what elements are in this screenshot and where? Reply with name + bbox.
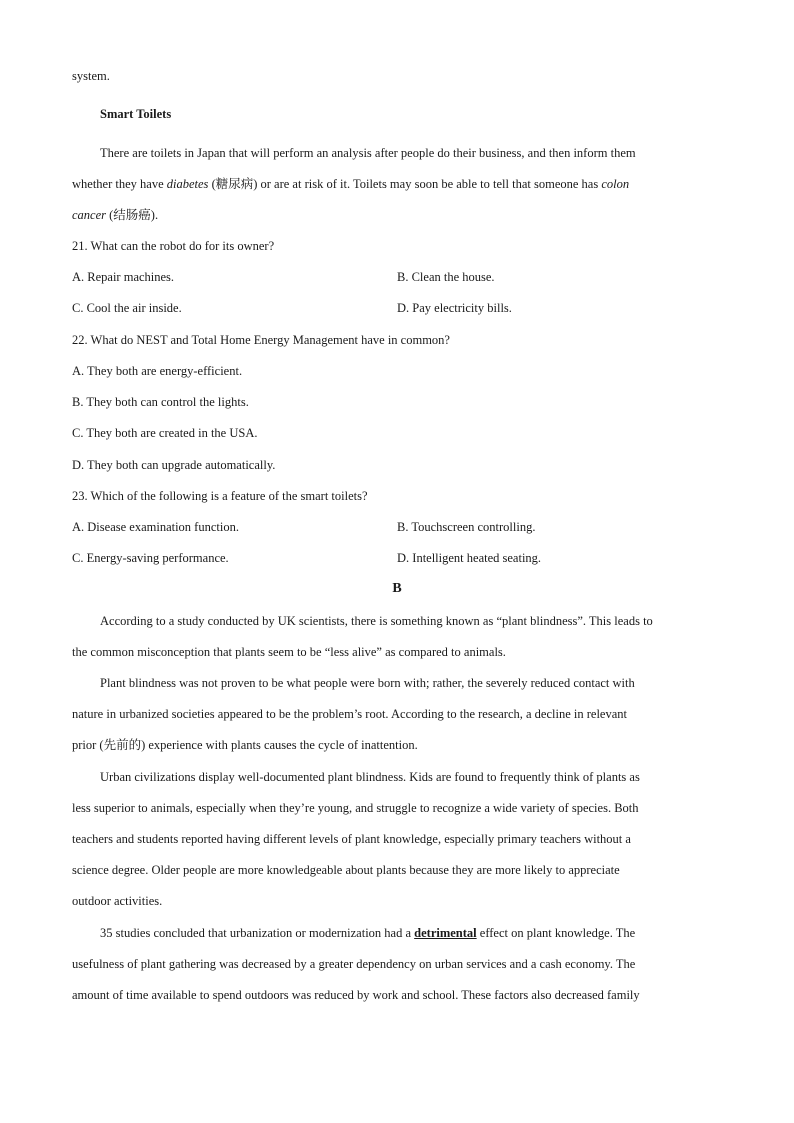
smart-toilets-line-1: There are toilets in Japan that will perform an analysis after people do their business, and then inform them: [100, 146, 636, 160]
continuation-text: system.: [72, 69, 110, 83]
passage-b-p2-line-3: prior (先前的) experience with plants causes the cycle of inattention.: [72, 738, 418, 752]
question-22-option-b: B. They both can control the lights.: [72, 395, 249, 409]
passage-b-p2-line-2: nature in urbanized societies appeared to be the problem’s root. According to the research, a decline in relevant: [72, 707, 627, 721]
question-21-option-a: A. Repair machines.: [72, 270, 175, 284]
question-23-option-d: D. Intelligent heated seating.: [397, 551, 542, 565]
passage-b-p3-line-3: teachers and students reported having different levels of plant knowledge, especially primary teachers without a: [72, 832, 631, 846]
passage-b-p3-line-1: Urban civilizations display well-documented plant blindness. Kids are found to frequently think of plants as: [100, 770, 640, 784]
cancer-term: cancer: [72, 208, 107, 222]
question-23-option-b: B. Touchscreen controlling.: [397, 520, 536, 534]
passage-b-p3-line-5: outdoor activities.: [72, 894, 163, 908]
colon-term: colon: [601, 177, 630, 191]
question-21-stem: 21. What can the robot do for its owner?: [72, 239, 275, 253]
question-23-option-c: C. Energy-saving performance.: [72, 551, 229, 565]
passage-b-p1-line-1: According to a study conducted by UK scientists, there is something known as “plant blindness”. This leads to: [100, 614, 653, 628]
question-23-option-a: A. Disease examination function.: [72, 520, 239, 534]
passage-b-p1-line-2: the common misconception that plants seem to be “less alive” as compared to animals.: [72, 645, 506, 659]
passage-b-p3-line-4: science degree. Older people are more knowledgeable about plants because they are more likely to appreciate: [72, 863, 620, 877]
passage-b-p4-line-3: amount of time available to spend outdoors was reduced by work and school. These factors also decreased family: [72, 988, 640, 1002]
question-22-stem: 22. What do NEST and Total Home Energy Management have in common?: [72, 333, 450, 347]
detrimental-underlined-word: detrimental: [414, 926, 477, 940]
question-21-option-d: D. Pay electricity bills.: [397, 301, 512, 315]
question-21-option-c: C. Cool the air inside.: [72, 301, 182, 315]
passage-b-p4-line-1: 35 studies concluded that urbanization or modernization had a detrimental effect on plant knowledge. The: [100, 926, 636, 940]
passage-b-p2-line-1: Plant blindness was not proven to be what people were born with; rather, the severely reduced contact with: [100, 676, 635, 690]
smart-toilets-heading: Smart Toilets: [100, 107, 172, 121]
smart-toilets-line-3: cancer (结肠癌).: [72, 208, 159, 222]
question-22-option-d: D. They both can upgrade automatically.: [72, 458, 276, 472]
diabetes-term: diabetes: [166, 177, 209, 191]
passage-b-p4-line-2: usefulness of plant gathering was decreased by a greater dependency on urban services and a cash economy. The: [72, 957, 636, 971]
question-22-option-c: C. They both are created in the USA.: [72, 426, 258, 440]
question-21-option-b: B. Clean the house.: [397, 270, 495, 284]
smart-toilets-line-2: whether they have diabetes (糖尿病) or are at risk of it. Toilets may soon be able to tell that someone has colon: [72, 177, 630, 191]
section-b-label: B: [392, 581, 402, 596]
question-23-stem: 23. Which of the following is a feature of the smart toilets?: [72, 489, 368, 503]
question-22-option-a: A. They both are energy-efficient.: [72, 364, 243, 378]
passage-b-p3-line-2: less superior to animals, especially when they’re young, and struggle to recognize a wide variety of species. Both: [72, 801, 639, 815]
